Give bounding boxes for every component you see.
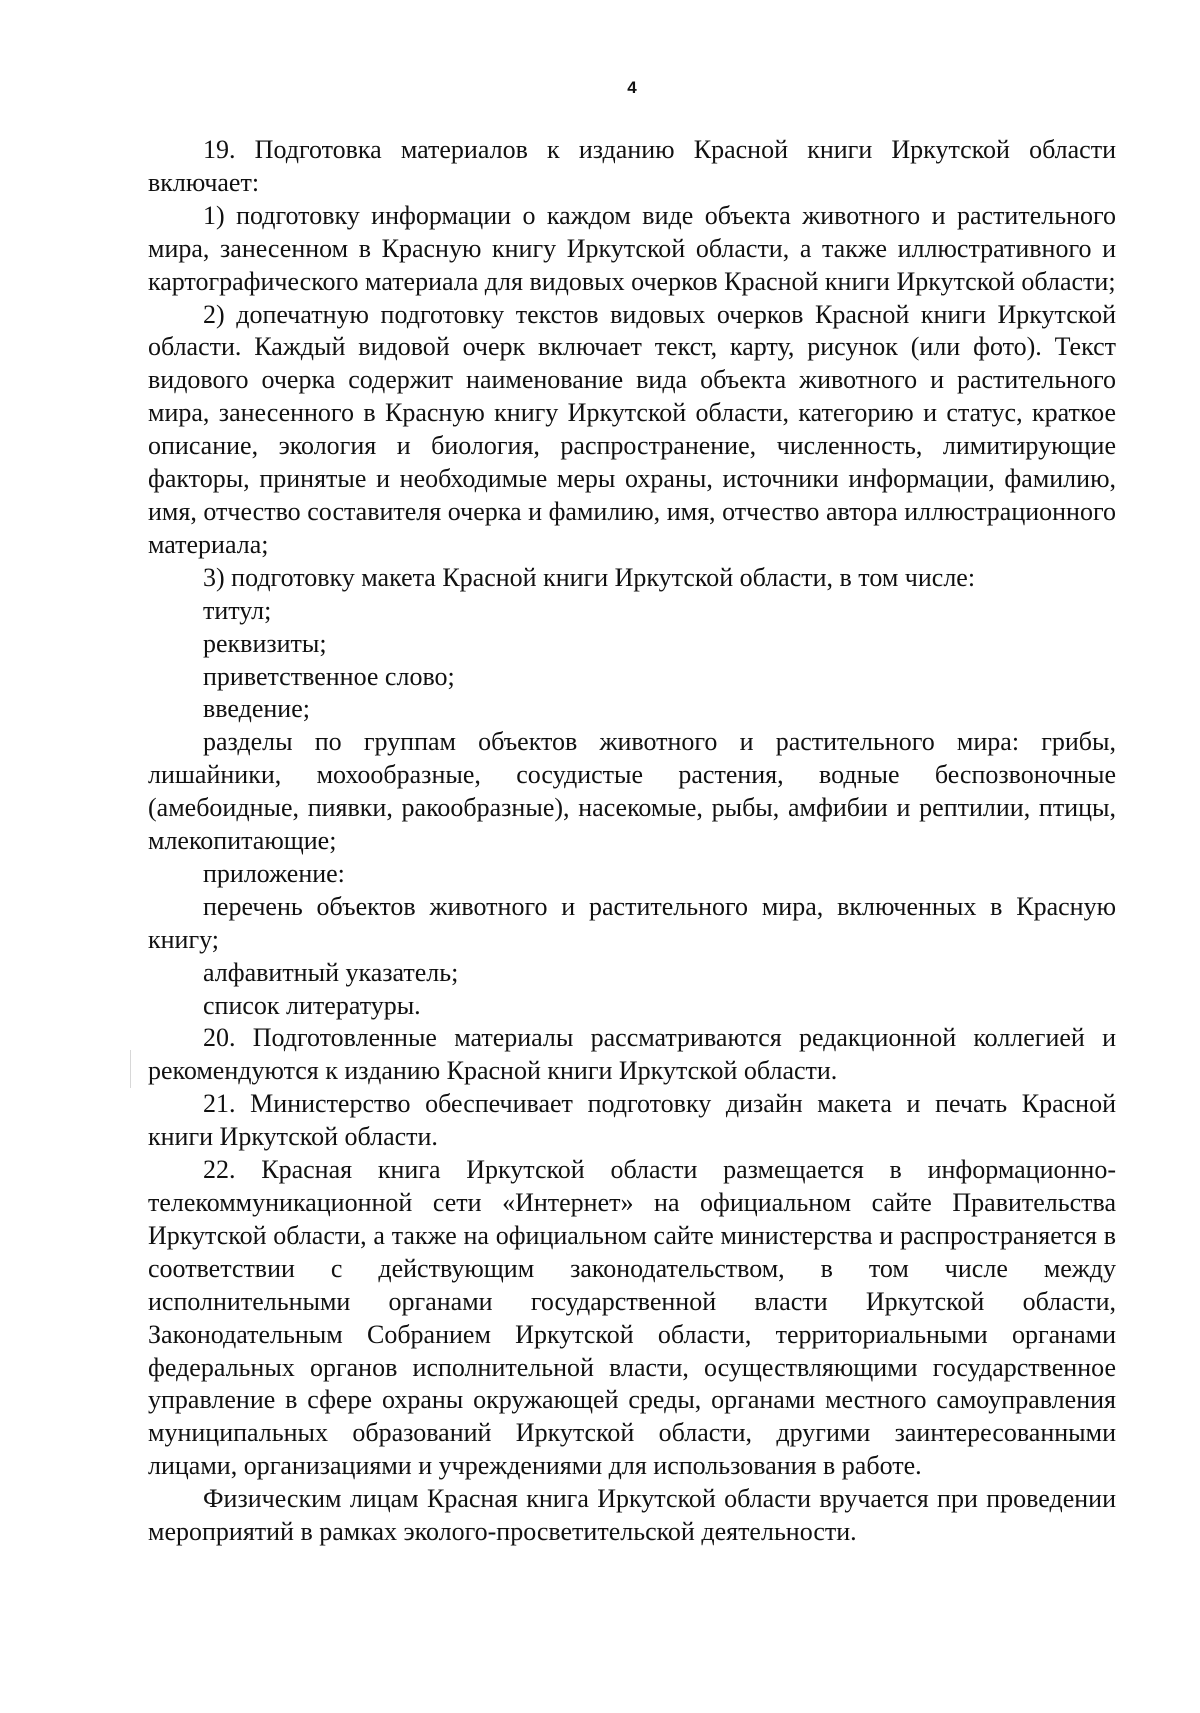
list-item-introduction: введение;	[203, 694, 310, 724]
list-item-bibliography: список литературы.	[203, 990, 421, 1020]
page-number: 4	[627, 78, 637, 97]
paragraph-21: 21. Министерство обеспечивает подготовку дизайн макета и печать Красной книги Иркутской области.	[148, 1089, 1116, 1152]
list-item-alphabetical-index: алфавитный указатель;	[203, 957, 459, 987]
list-item-title: титул;	[203, 595, 272, 625]
list-item-greeting: приветственное слово;	[203, 661, 455, 691]
paragraph-22: 22. Красная книга Иркутской области размещается в информационно-телекоммуникационной сети «Интернет» на официальном сайте Правительства Иркутской области, а также на официальном сайте министерства и распространяется в соответствии с действующим законодательством, в том числе между исполнительными органами государственной власти Иркутской области, Законодательным Собранием Иркутской области, территориальными органами федеральных органов исполнительной власти, осуществляющими государственное управление в сфере охраны окружающей среды, органами местного самоуправления муниципальных образований Иркутской области, другими заинтересованными лицами, организациями и учреждениями для использования в работе.	[148, 1155, 1116, 1481]
list-item-species-list: перечень объектов животного и растительного мира, включенных в Красную книгу;	[148, 891, 1116, 954]
paragraph-20: 20. Подготовленные материалы рассматриваются редакционной коллегией и рекомендуются к изданию Красной книги Иркутской области.	[148, 1023, 1116, 1086]
document-body	[148, 134, 1116, 1549]
list-item-sections: разделы по группам объектов животного и растительного мира: грибы, лишайники, мохообразные, сосудистые растения, водные беспозвоночные (амебоидные, пиявки, ракообразные), насекомые, рыбы, амфибии и рептилии, птицы, млекопитающие;	[148, 727, 1116, 856]
paragraph-individuals: Физическим лицам Красная книга Иркутской области вручается при проведении мероприятий в рамках эколого-просветительской деятельности.	[148, 1484, 1116, 1547]
scan-margin-mark	[130, 1050, 131, 1088]
paragraph-19: 19. Подготовка материалов к изданию Красной книги Иркутской области включает:	[148, 135, 1116, 197]
list-item-requisites: реквизиты;	[203, 628, 327, 658]
list-item-appendix: приложение:	[203, 858, 345, 888]
paragraph-19-item-1: 1) подготовку информации о каждом виде объекта животного и растительного мира, занесенном в Красную книгу Иркутской области, а также иллюстративного и картографического материала для видовых очерков Красной книги Иркутской области;	[148, 200, 1116, 296]
paragraph-19-item-3: 3) подготовку макета Красной книги Иркутской области, в том числе:	[203, 562, 976, 592]
paragraph-19-item-2: 2) допечатную подготовку текстов видовых очерков Красной книги Иркутской области. Каждый видовой очерк включает текст, карту, рисунок (или фото). Текст видового очерка содержит наименование вида объекта животного и растительного мира, занесенного в Красную книгу Иркутской области, категорию и статус, краткое описание, экология и биология, распространение, численность, лимитирующие факторы, принятые и необходимые меры охраны, источники информации, фамилию, имя, отчество составителя очерка и фамилию, имя, отчество автора иллюстрационного материала;	[148, 299, 1116, 559]
